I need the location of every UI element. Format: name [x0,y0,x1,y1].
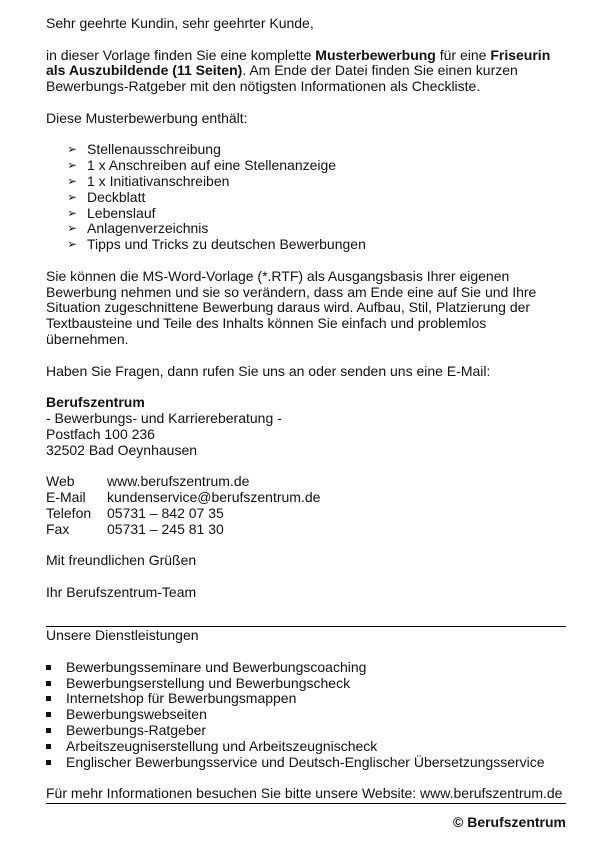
arrow-bullet-icon: ➢ [67,237,78,252]
services-list [46,660,566,771]
list-item: Bewerbungswebseiten [46,707,566,723]
address-street: Postfach 100 236 [46,425,155,442]
arrow-bullet-icon: ➢ [67,221,78,236]
list-item: Bewerbungsseminare und Bewerbungscoaching [46,660,566,676]
company-subtitle: - Bewerbungs- und Karriereberatung - [46,409,282,426]
list-item: Englischer Bewerbungsservice und Deutsch-Englischer Übersetzungsservice [46,755,566,771]
arrow-bullet-icon: ➢ [67,189,78,204]
intro-paragraph [46,48,566,95]
intro-text-3: . Am Ende der Datei finden Sie einen kurzen Bewerbungs-Ratgeber mit den nötigsten Informationen als Checkliste. [46,62,518,95]
square-bullet-icon [46,665,51,670]
list-item: Internetshop für Bewerbungsmappen [46,691,566,707]
fax-value: 05731 – 245 81 30 [107,520,224,537]
company-name: Berufszentrum [46,394,145,411]
address-city: 32502 Bad Oeynhausen [46,441,198,458]
square-bullet-icon [46,760,51,765]
contact-block [46,474,566,537]
copyright: © Berufszentrum [453,814,566,831]
questions-paragraph: Haben Sie Fragen, dann rufen Sie uns an oder senden uns eine E-Mail: [46,362,491,379]
arrow-bullet-icon: ➢ [67,205,78,220]
services-heading: Unsere Dienstleistungen [46,627,199,644]
salutation: Sehr geehrte Kundin, sehr geehrter Kunde, [46,15,314,31]
contents-list [46,142,566,253]
square-bullet-icon [46,681,51,686]
list-item: Bewerbungserstellung und Bewerbungscheck [46,676,566,692]
list-item: ➢ Anlagenverzeichnis [67,220,209,237]
arrow-bullet-icon: ➢ [67,173,78,188]
usage-paragraph: Sie können die MS-Word-Vorlage (*.RTF) als Ausgangsbasis Ihrer eigenen Bewerbung nehmen und sie so verändern, dass am Ende eine auf Sie und Ihre Situation zugeschnittene Bewerbung daraus wird. Aufbau, Stil, Platzierung der Textbausteine und Teile des Inhalts können Sie einfach und problemlos übernehmen. [46,267,537,347]
contact-row-fax: Fax 05731 – 245 81 30 [46,520,224,537]
address-block [46,395,566,458]
email-link[interactable]: kundenservice@berufszentrum.de [107,488,321,505]
square-bullet-icon [46,744,51,749]
document-page [46,16,566,831]
list-item: ➢ 1 x Initiativanschreiben [67,172,230,189]
closing: Mit freundlichen Grüßen [46,552,197,569]
signature: Ihr Berufszentrum-Team [46,583,197,600]
square-bullet-icon [46,712,51,717]
intro-text-1: in dieser Vorlage finden Sie eine komplette [46,46,316,63]
web-link[interactable]: www.berufszentrum.de [107,473,250,490]
square-bullet-icon [46,696,51,701]
list-item: ➢ Tipps und Tricks zu deutschen Bewerbungen [67,236,366,253]
list-item: ➢ 1 x Anschreiben auf eine Stellenanzeige [67,157,337,174]
intro-bold-1: Musterbewerbung [315,46,436,63]
list-item: Bewerbungs-Ratgeber [46,723,566,739]
phone-value: 05731 – 842 07 35 [107,504,224,521]
list-item: Arbeitszeugniserstellung und Arbeitszeugnischeck [46,739,566,755]
square-bullet-icon [46,728,51,733]
intro-bold-2: Friseurin als Auszubildende (11 Seiten) [46,46,551,79]
arrow-bullet-icon: ➢ [67,142,78,157]
contact-row-phone: Telefon 05731 – 842 07 35 [46,504,224,521]
intro-text-2: für eine [435,46,491,63]
contact-row-web: Web www.berufszentrum.de [46,473,250,490]
arrow-bullet-icon: ➢ [67,158,78,173]
more-info: Für mehr Informationen besuchen Sie bitte unsere Website: www.berufszentrum.de [46,786,566,804]
list-item: ➢ Deckblatt [67,188,146,205]
list-item: ➢ Lebenslauf [67,204,156,221]
contents-heading: Diese Musterbewerbung enthält: [46,109,248,126]
list-item: ➢ Stellenausschreibung [67,141,221,158]
contact-row-email: E-Mail kundenservice@berufszentrum.de [46,488,321,505]
